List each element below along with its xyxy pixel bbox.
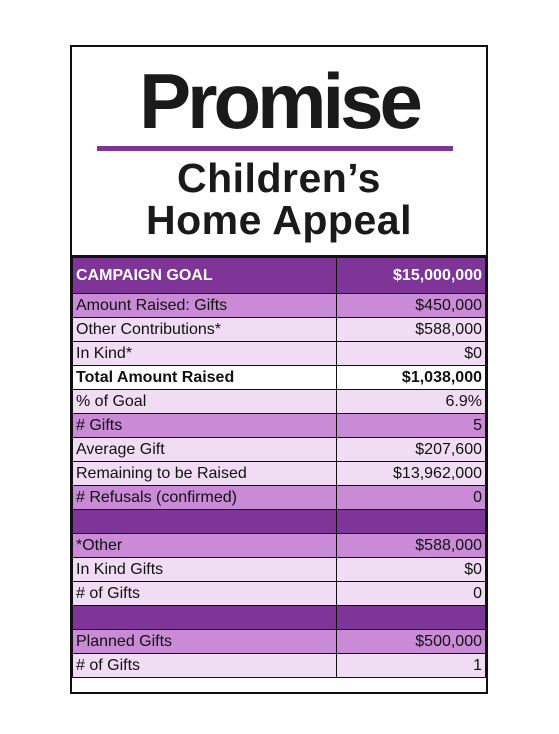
table-row	[73, 258, 486, 294]
row-label: In Kind*	[73, 342, 337, 366]
row-label: Average Gift	[73, 438, 337, 462]
row-label: Other Contributions*	[73, 318, 337, 342]
row-label: Planned Gifts	[73, 630, 337, 654]
campaign-table	[72, 257, 486, 678]
row-label: # of Gifts	[73, 654, 337, 678]
row-label: Total Amount Raised	[73, 366, 337, 390]
table-row	[73, 582, 486, 606]
table-row	[73, 534, 486, 558]
row-label: # Refusals (confirmed)	[73, 486, 337, 510]
table-row	[73, 294, 486, 318]
row-value: 6.9%	[337, 390, 486, 414]
appeal-title	[72, 157, 486, 241]
row-value: $450,000	[337, 294, 486, 318]
row-label: # Gifts	[73, 414, 337, 438]
logo-underline	[97, 146, 453, 151]
row-value: $0	[337, 342, 486, 366]
row-value: 0	[337, 582, 486, 606]
appeal-title-line1: Children’s	[177, 155, 381, 201]
row-value: 5	[337, 414, 486, 438]
row-label: % of Goal	[73, 390, 337, 414]
appeal-header	[72, 47, 486, 257]
table-row	[73, 438, 486, 462]
row-label: In Kind Gifts	[73, 558, 337, 582]
row-label	[73, 510, 337, 534]
table-row	[73, 606, 486, 630]
row-value	[337, 606, 486, 630]
table-row	[73, 342, 486, 366]
table-row	[73, 318, 486, 342]
row-value: $500,000	[337, 630, 486, 654]
row-label	[73, 606, 337, 630]
row-label: Amount Raised: Gifts	[73, 294, 337, 318]
row-label: *Other	[73, 534, 337, 558]
table-row	[73, 654, 486, 678]
table-row	[73, 486, 486, 510]
table-row	[73, 558, 486, 582]
table-row	[73, 462, 486, 486]
promise-logo: Promise	[139, 57, 419, 145]
row-value: $13,962,000	[337, 462, 486, 486]
row-value: $207,600	[337, 438, 486, 462]
row-value: $15,000,000	[337, 258, 486, 294]
row-value	[337, 510, 486, 534]
table-row	[73, 390, 486, 414]
row-value: $0	[337, 558, 486, 582]
row-label: CAMPAIGN GOAL	[73, 258, 337, 294]
row-label: # of Gifts	[73, 582, 337, 606]
row-value: $588,000	[337, 318, 486, 342]
row-label: Remaining to be Raised	[73, 462, 337, 486]
row-value: $1,038,000	[337, 366, 486, 390]
table-row	[73, 414, 486, 438]
row-value: 1	[337, 654, 486, 678]
row-value: 0	[337, 486, 486, 510]
row-value: $588,000	[337, 534, 486, 558]
table-row	[73, 510, 486, 534]
appeal-title-line2: Home Appeal	[146, 197, 412, 243]
table-row	[73, 366, 486, 390]
table-row	[73, 630, 486, 654]
appeal-card	[70, 45, 488, 694]
